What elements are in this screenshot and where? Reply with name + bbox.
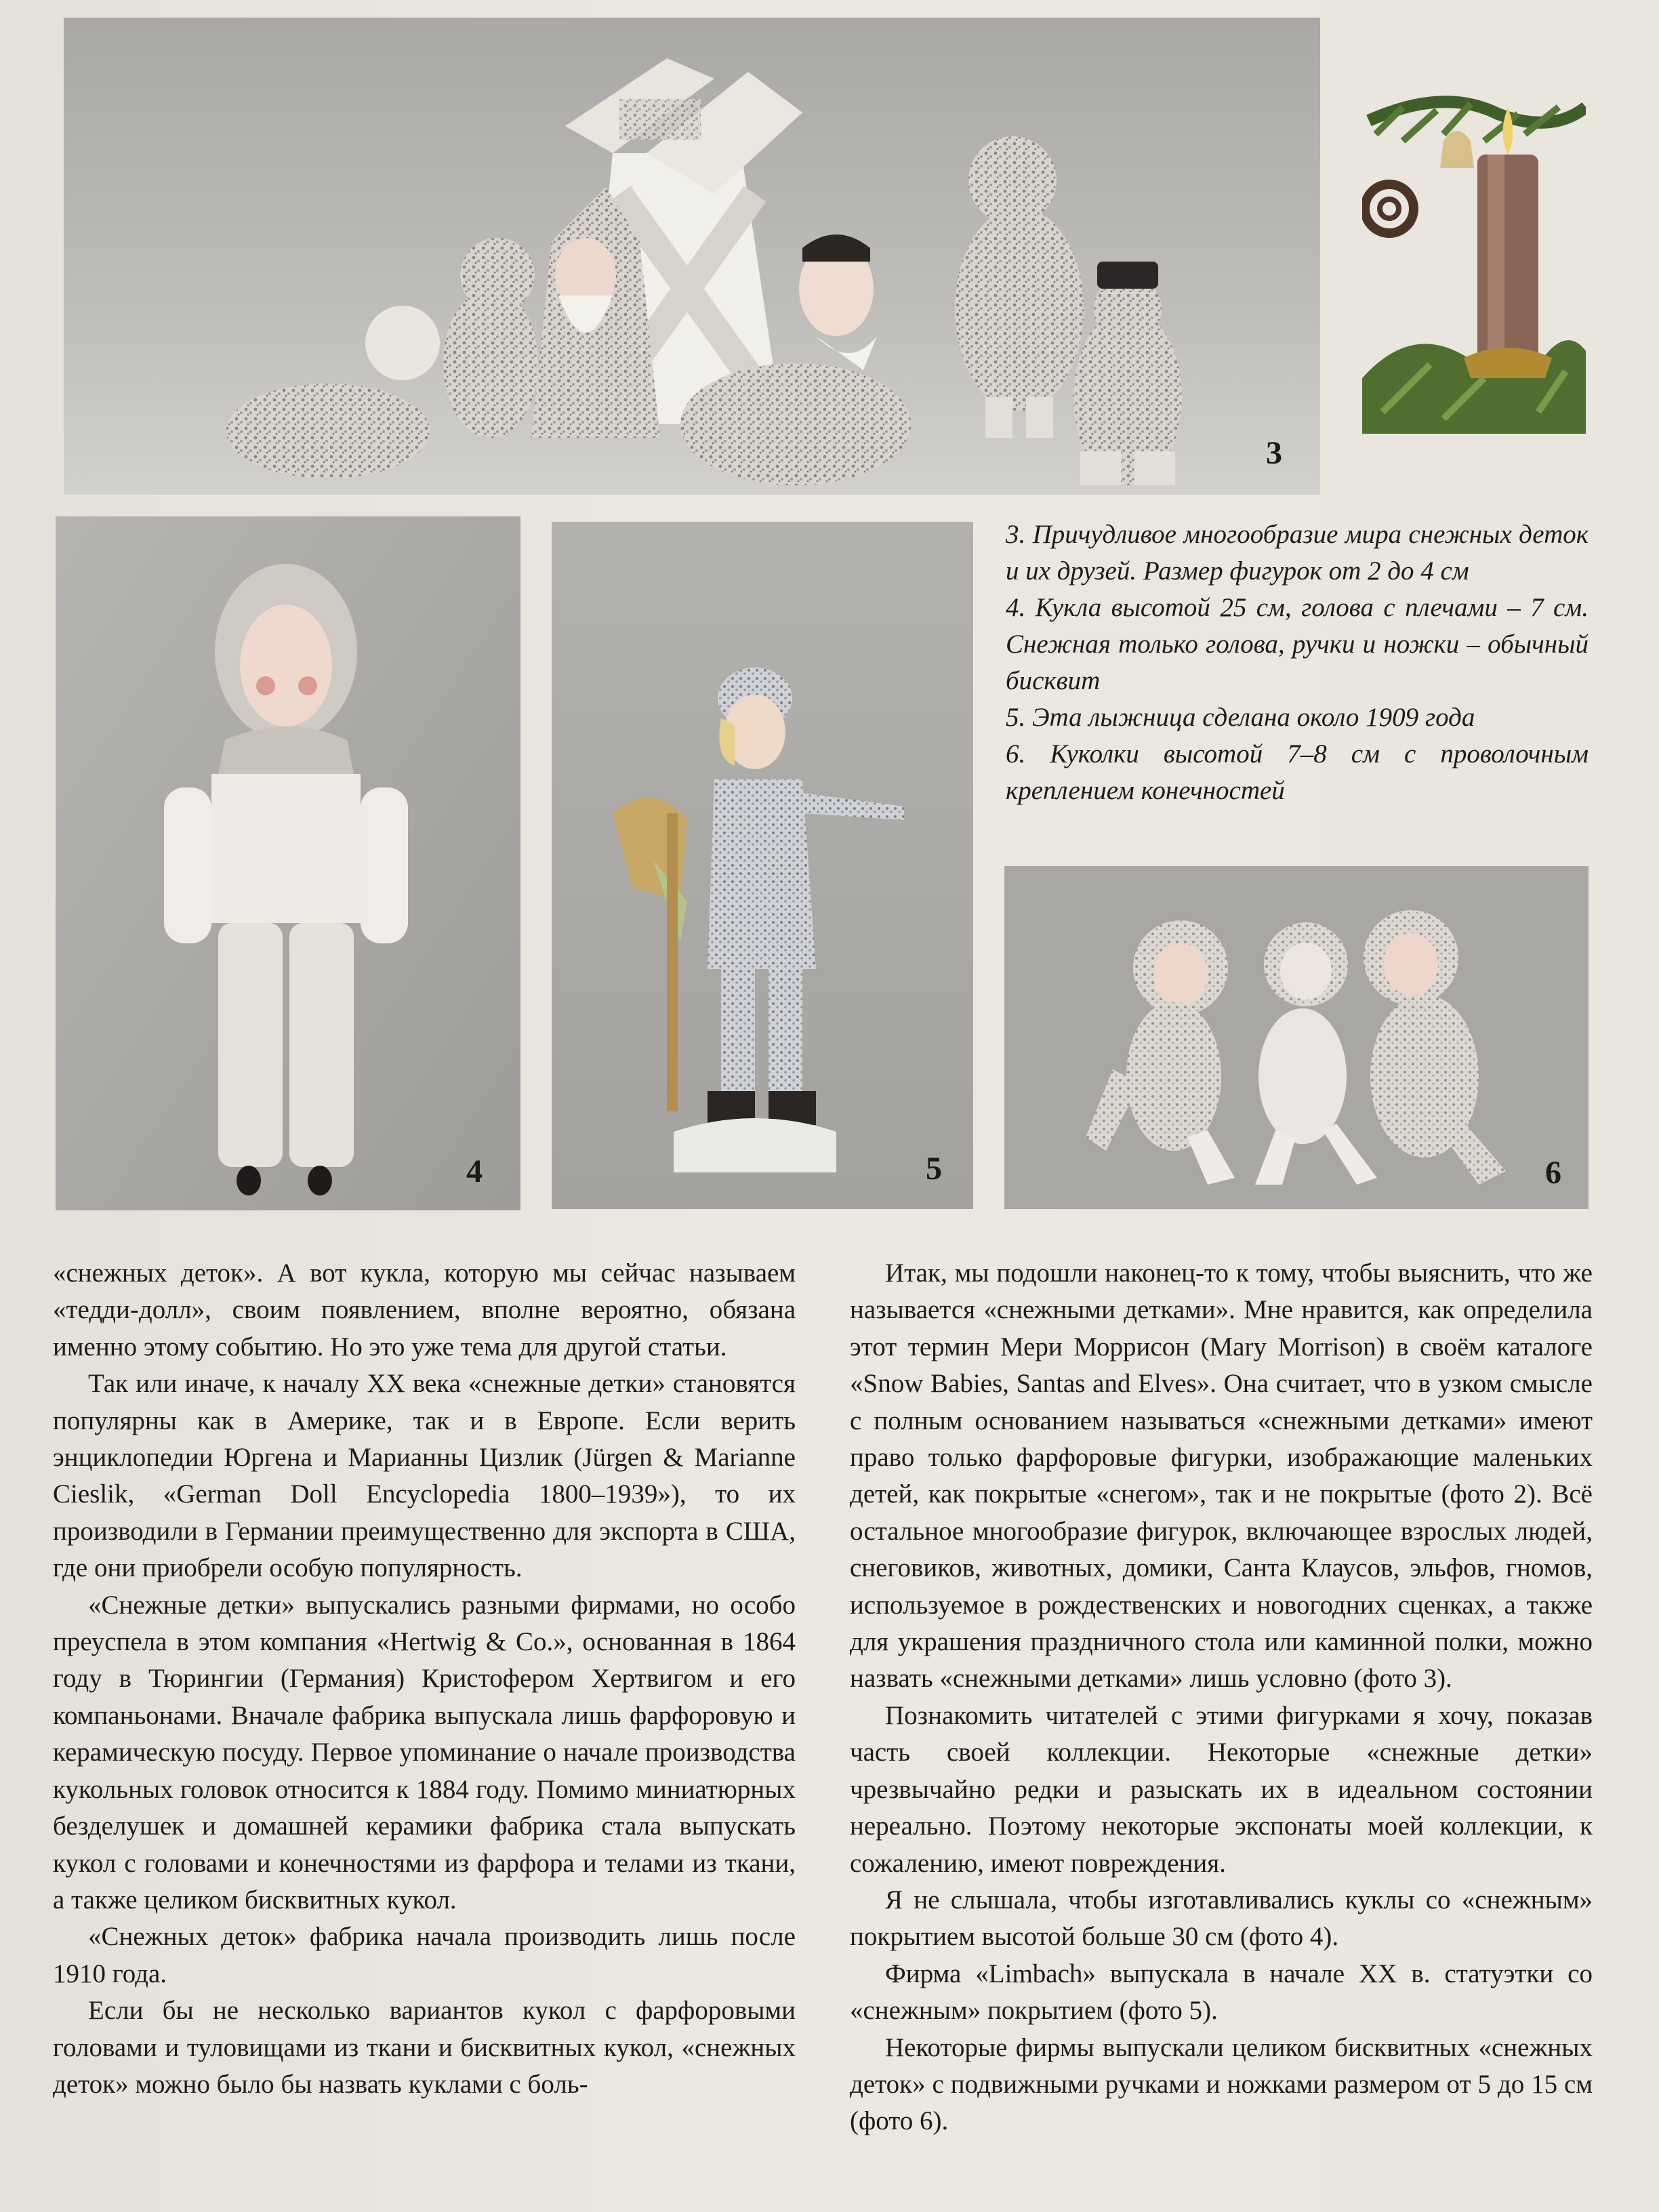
- paragraph: Я не слышала, чтобы изготавливались куклы со «снежным» покрытием высотой больше 30 см (фото 4).: [850, 1885, 1593, 1952]
- paragraph: Если бы не несколько вариантов кукол с фарфоровыми головами и туловищами из ткани и бисквитных кукол, «снежных деток» можно было бы назвать куклами с боль-: [53, 1996, 796, 2099]
- candle-bell-ornament: [1362, 94, 1586, 434]
- paragraph: Познакомить читателей с этими фигурками я хочу, показав часть своей коллекции. Некоторые «снежные детки» чрезвычайно редки и разыскать их в идеальном состоянии нереально. Поэтому некоторые экспонаты моей коллекции, к сожалению, имеют повреждения.: [850, 1700, 1593, 1878]
- photo-number: 3: [1266, 435, 1282, 471]
- paragraph: «Снежные детки» выпускались разными фирмами, но особо преуспела в этом компания «Hertwig & Co.», основанная в 1864 году в Тюрингии (Германия) Кристофером Хертвигом и его компаньонами. Вначале фабрика выпускала лишь фарфоровую и керамическую посуду. Первое упоминание о начале производства кукольных головок относится к 1884 году. Помимо миниатюрных безделушек и домашней керамики фабрика стала выпускать кукол с головами и конечностями из фарфора и телами из ткани, а также целиком бисквитных кукол.: [53, 1590, 796, 1914]
- photo-number: 6: [1545, 1155, 1561, 1191]
- photo-6-small-dolls: [1004, 866, 1589, 1209]
- photo-number: 5: [926, 1151, 942, 1187]
- photo-5-skier: [552, 522, 973, 1209]
- caption-5: 5. Эта лыжница сделана около 1909 года: [1006, 703, 1475, 732]
- caption-6: 6. Куколки высотой 7–8 см с проволочным креплением конечностей: [1006, 739, 1589, 805]
- photo-number: 4: [466, 1153, 483, 1189]
- article-column-right: [850, 1255, 1593, 2140]
- paragraph: Итак, мы подошли наконец-то к тому, чтобы выяснить, что же называется «снежными детками». Мне нравится, как определила этот термин Мери Моррисон (Mary Morrison) в своём каталоге «Snow Babies, Santas and Elves». Она считает, что в узком смысле с полным основанием называться «снежными детками» имеют право только фарфоровые фигурки, изображающие маленьких детей, как покрытые «снегом», так и не покрытые (фото 2). Всё остальное многообразие фигурок, включающее взрослых людей, снеговиков, животных, домики, Санта Клаусов, эльфов, гномов, используемое в рождественских и новогодних сценках, а также для украшения праздничного стола или каминной полки, можно назвать «снежными детками» лишь условно (фото 3).: [850, 1258, 1593, 1694]
- paragraph: Так или иначе, к началу XX века «снежные детки» становятся популярны как в Америке, так и в Европе. Если верить энциклопедии Юргена и Марианны Цизлик (Jürgen & Marianne Cieslik, «German Doll Encyclopedia 1800–1939»), то их производили в Германии преимущественно для экспорта в США, где они приобрели особую популярность.: [53, 1369, 796, 1583]
- photo-captions: [1006, 516, 1589, 809]
- caption-4: 4. Кукла высотой 25 см, голова с плечами – 7 см. Снежная только голова, ручки и ножки – обычный бисквит: [1006, 593, 1589, 695]
- paragraph: Фирма «Limbach» выпускала в начале XX в. статуэтки со «снежным» покрытием (фото 5).: [850, 1959, 1593, 2026]
- paragraph: Некоторые фирмы выпускали целиком бисквитных «снежных деток» с подвижными ручками и ножками размером от 5 до 15 см (фото 6).: [850, 2032, 1593, 2136]
- article-column-left: [53, 1255, 796, 2103]
- paragraph: «снежных деток». А вот кукла, которую мы сейчас называем «тедди-долл», своим появлением, вполне вероятно, обязана именно этому событию. Но это уже тема для другой статьи.: [53, 1258, 796, 1361]
- caption-3: 3. Причудливое многообразие мира снежных деток и их друзей. Размер фигурок от 2 до 4 см: [1006, 520, 1589, 586]
- photo-4-doll: [56, 516, 520, 1210]
- photo-3-figurines: [64, 18, 1320, 495]
- paragraph: «Снежных деток» фабрика начала производить лишь после 1910 года.: [53, 1922, 796, 1988]
